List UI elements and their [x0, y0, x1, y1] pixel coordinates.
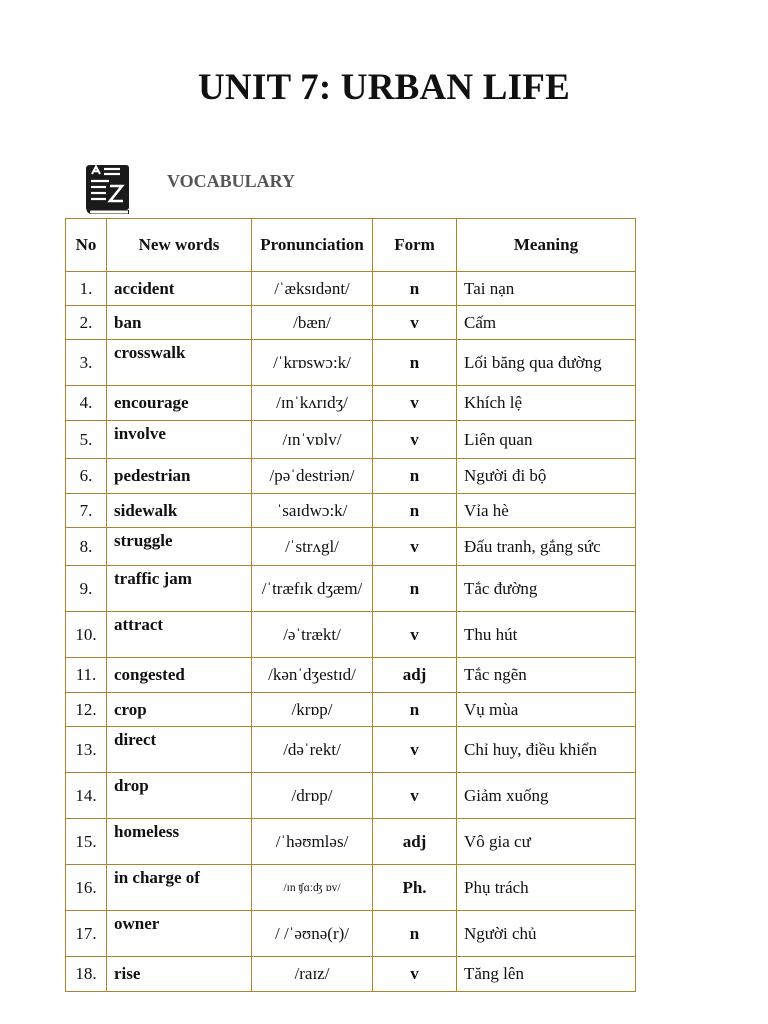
row-form: adj [373, 658, 457, 693]
row-meaning: Lối băng qua đường [457, 340, 636, 386]
row-word: traffic jam [107, 566, 252, 612]
table-row [66, 528, 636, 566]
row-pronunciation: /ɪn ʧɑːʤ ɒv/ [252, 865, 373, 911]
row-word: struggle [107, 528, 252, 566]
row-pronunciation: /ˈæksɪdənt/ [252, 272, 373, 306]
row-word: drop [107, 773, 252, 819]
row-meaning: Người đi bộ [457, 459, 636, 494]
header-pronunciation: Pronunciation [252, 219, 373, 272]
row-form: v [373, 612, 457, 658]
row-meaning: Liên quan [457, 421, 636, 459]
row-form: n [373, 340, 457, 386]
row-form: v [373, 421, 457, 459]
table-row [66, 494, 636, 528]
row-form: n [373, 911, 457, 957]
row-number: 5. [66, 421, 107, 459]
row-pronunciation: /ˈstrʌgl/ [252, 528, 373, 566]
table-row [66, 340, 636, 386]
row-pronunciation: /ˈtræfɪk dʒæm/ [252, 566, 373, 612]
row-word: ban [107, 306, 252, 340]
table-row [66, 819, 636, 865]
row-word: crosswalk [107, 340, 252, 386]
row-number: 17. [66, 911, 107, 957]
row-number: 11. [66, 658, 107, 693]
row-form: n [373, 566, 457, 612]
table-row [66, 773, 636, 819]
row-word: pedestrian [107, 459, 252, 494]
page-title: UNIT 7: URBAN LIFE [198, 67, 570, 108]
book-icon [82, 163, 132, 219]
row-number: 9. [66, 566, 107, 612]
header-form: Form [373, 219, 457, 272]
row-pronunciation: /pəˈdestriən/ [252, 459, 373, 494]
row-word: crop [107, 693, 252, 727]
table-row [66, 306, 636, 340]
row-pronunciation: ˈsaɪdwɔ:k/ [252, 494, 373, 528]
row-word: accident [107, 272, 252, 306]
row-pronunciation: /kənˈdʒestɪd/ [252, 658, 373, 693]
row-word: owner [107, 911, 252, 957]
table-row [66, 421, 636, 459]
header-meaning: Meaning [457, 219, 636, 272]
row-word: in charge of [107, 865, 252, 911]
row-number: 13. [66, 727, 107, 773]
row-word: sidewalk [107, 494, 252, 528]
row-form: n [373, 272, 457, 306]
row-pronunciation: / /ˈəʊnə(r)/ [252, 911, 373, 957]
row-meaning: Vụ mùa [457, 693, 636, 727]
row-form: n [373, 693, 457, 727]
row-number: 1. [66, 272, 107, 306]
row-meaning: Đấu tranh, gắng sức [457, 528, 636, 566]
row-meaning: Phụ trách [457, 865, 636, 911]
row-form: v [373, 727, 457, 773]
row-pronunciation: /drɒp/ [252, 773, 373, 819]
table-row [66, 386, 636, 421]
row-meaning: Người chủ [457, 911, 636, 957]
row-word: rise [107, 957, 252, 992]
row-pronunciation: /ˈkrɒswɔ:k/ [252, 340, 373, 386]
table-header-row [66, 219, 636, 272]
header-no: No [66, 219, 107, 272]
row-number: 4. [66, 386, 107, 421]
row-number: 8. [66, 528, 107, 566]
row-form: v [373, 386, 457, 421]
row-form: n [373, 459, 457, 494]
row-pronunciation: /krɒp/ [252, 693, 373, 727]
table-row [66, 865, 636, 911]
row-pronunciation: /raɪz/ [252, 957, 373, 992]
row-number: 3. [66, 340, 107, 386]
table-row [66, 459, 636, 494]
row-form: adj [373, 819, 457, 865]
table-row [66, 911, 636, 957]
row-meaning: Cấm [457, 306, 636, 340]
row-form: v [373, 528, 457, 566]
row-number: 15. [66, 819, 107, 865]
row-pronunciation: /dəˈrekt/ [252, 727, 373, 773]
row-meaning: Vô gia cư [457, 819, 636, 865]
row-number: 16. [66, 865, 107, 911]
row-number: 6. [66, 459, 107, 494]
row-form: v [373, 957, 457, 992]
row-number: 12. [66, 693, 107, 727]
row-number: 14. [66, 773, 107, 819]
row-word: encourage [107, 386, 252, 421]
table-row [66, 566, 636, 612]
row-meaning: Tai nạn [457, 272, 636, 306]
row-form: v [373, 773, 457, 819]
row-word: congested [107, 658, 252, 693]
row-form: Ph. [373, 865, 457, 911]
row-meaning: Tắc ngẽn [457, 658, 636, 693]
section-heading: VOCABULARY [167, 171, 296, 191]
row-pronunciation: /ɪnˈvɒlv/ [252, 421, 373, 459]
header-new-words: New words [107, 219, 252, 272]
row-number: 18. [66, 957, 107, 992]
row-meaning: Tăng lên [457, 957, 636, 992]
vocabulary-table [65, 218, 636, 992]
row-pronunciation: /ɪnˈkʌrɪdʒ/ [252, 386, 373, 421]
row-meaning: Vỉa hè [457, 494, 636, 528]
row-meaning: Thu hút [457, 612, 636, 658]
row-pronunciation: /ˈhəʊmləs/ [252, 819, 373, 865]
row-word: attract [107, 612, 252, 658]
table-row [66, 693, 636, 727]
row-form: n [373, 494, 457, 528]
row-pronunciation: /bæn/ [252, 306, 373, 340]
row-word: direct [107, 727, 252, 773]
row-number: 2. [66, 306, 107, 340]
table-row [66, 272, 636, 306]
row-number: 7. [66, 494, 107, 528]
row-word: involve [107, 421, 252, 459]
row-meaning: Chỉ huy, điều khiển [457, 727, 636, 773]
table-row [66, 612, 636, 658]
row-pronunciation: /əˈtrækt/ [252, 612, 373, 658]
table-row [66, 727, 636, 773]
table-row [66, 658, 636, 693]
table-row [66, 957, 636, 992]
row-word: homeless [107, 819, 252, 865]
row-meaning: Khích lệ [457, 386, 636, 421]
row-form: v [373, 306, 457, 340]
row-meaning: Tắc đường [457, 566, 636, 612]
row-meaning: Giảm xuống [457, 773, 636, 819]
row-number: 10. [66, 612, 107, 658]
